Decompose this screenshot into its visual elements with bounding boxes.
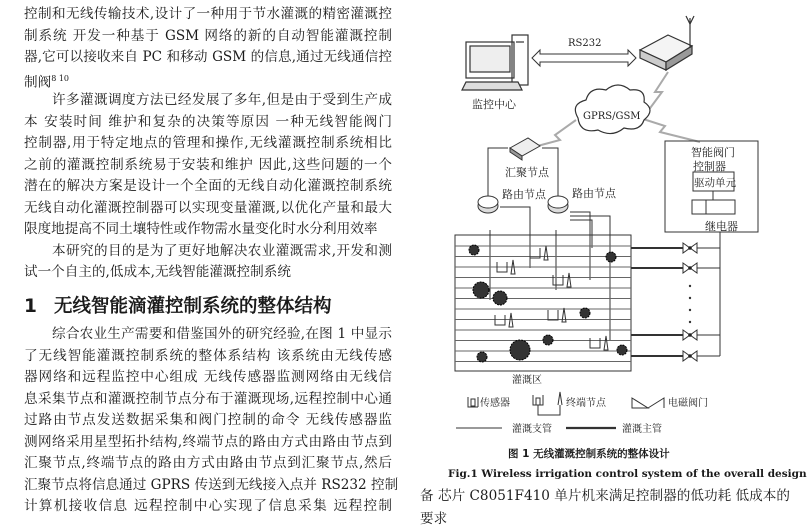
text-line: 计算机接收信息 远程控制中心实现了信息采集 远程控制 — [24, 498, 392, 514]
text-line-content: 无线自动化灌溉控制器可以实现变量灌溉,以优化产量和最大 — [24, 200, 392, 216]
drive-unit-label: 驱动单元 — [694, 177, 736, 189]
plant-icon — [469, 245, 479, 255]
text-line-content: 器,它可以接收来自 PC 和移动 GSM 的信息,通过无线通信控 — [24, 49, 392, 65]
terminal-node-icon — [530, 246, 548, 260]
cloud-label: GPRS/GSM — [583, 111, 641, 122]
text-line: 过路由节点发送数据采集和阀门控制的命令 无线传感器监 — [24, 412, 392, 428]
citation: 8 10 — [51, 74, 69, 83]
text-line-content: 限度地提高不同土壤特性或作物需水量变化时水分利用效率 — [24, 221, 378, 237]
computer-icon — [462, 35, 528, 90]
ellipsis-dots — [689, 285, 691, 323]
sink-node-label: 汇聚节点 — [505, 166, 549, 179]
text-line: 备 芯片 C8051F410 单片机来满足控制器的低功耗 低成本的 — [420, 488, 790, 504]
text-line-content: 本研究的目的是为了更好地解决农业灌溉需求,开发和测 — [52, 243, 392, 259]
plant-icon — [580, 308, 590, 318]
router-node-label-1: 路由节点 — [502, 188, 546, 201]
legend-terminal-node-icon — [533, 392, 562, 415]
text-line-content: 潜在的解决方案是设计一个全面的无线自动化灌溉控制系统 — [24, 178, 392, 194]
router-node-icon — [548, 196, 568, 213]
valve-controller-label-1: 智能阀门 — [691, 146, 735, 159]
cloud-icon — [575, 85, 650, 134]
figure-caption-en: Fig.1 Wireless irrigation control system of the overall design — [448, 468, 807, 480]
legend-terminal-node: 终端节点 — [566, 398, 606, 409]
router-node-icon — [478, 196, 498, 213]
relay-label: 继电器 — [705, 220, 738, 233]
figure-caption-cn: 图 1 无线灌溉控制系统的整体设计 — [508, 448, 670, 460]
legend-sensor: 传感器 — [480, 398, 510, 409]
sink-node-icon — [510, 138, 540, 160]
text-line: 要求 — [420, 511, 448, 527]
plant-icon — [493, 291, 507, 305]
section-title: 无线智能滴灌控制系统的整体结构 — [54, 296, 332, 317]
legend-solenoid-valve: 电磁阀门 — [668, 398, 708, 409]
text-line-content: 许多灌溉调度方法已经发展了多年,但是由于受到生产成 — [52, 92, 392, 108]
legend-main-pipe: 灌溉主管 — [622, 424, 662, 435]
plant-icon — [606, 252, 616, 262]
plant-icon — [617, 345, 627, 355]
router-node-label-2: 路由节点 — [572, 187, 616, 200]
text-line: 了无线智能灌溉控制系统的整体系结构 该系统由无线传感 — [24, 348, 392, 364]
text-line-content: 制阀 — [24, 74, 52, 91]
text-line: 汇聚节点,终端节点的路由方式由路由节点到汇聚节点,然后 — [24, 455, 392, 471]
plant-icon — [543, 335, 553, 345]
monitor-center-label: 监控中心 — [472, 98, 516, 111]
section-number: 1 — [24, 296, 37, 317]
text-line-content: 控制和无线传输技术,设计了一种用于节水灌溉的精密灌溉控 — [24, 6, 392, 22]
text-line-content: 之前的灌溉控制系统易于安装和维护 因此,这些问题的一个 — [24, 157, 392, 173]
rs232-arrow — [532, 50, 636, 66]
plant-icon — [510, 340, 530, 360]
terminal-node-icon — [590, 336, 608, 350]
valve-controller-label-2: 控制器 — [693, 160, 726, 173]
legend-sensor-icon — [468, 397, 478, 407]
text-line: 综合农业生产需要和借鉴国外的研究经验,在图 1 中显示 — [52, 326, 392, 342]
relay-icon — [692, 200, 735, 214]
legend-branch-pipe: 灌溉支管 — [512, 424, 552, 435]
wireless-modem-icon — [640, 16, 694, 70]
text-line: 测网络采用星型拓扑结构,终端节点的路由方式由路由节点到 — [24, 434, 392, 450]
legend-valve-icon — [632, 398, 664, 408]
text-line-content: 试一个自主的,低成本,无线智能灌溉控制系统 — [24, 264, 291, 280]
plant-icon — [477, 352, 487, 362]
plant-icon — [473, 282, 489, 298]
text-line: 器网络和远程监控中心组成 无线传感器监测网络由无线信 — [24, 369, 392, 385]
rs232-label: RS232 — [568, 38, 602, 49]
irrigation-area-label: 灌溉区 — [512, 375, 542, 386]
text-line-content: 本 安装时间 维护和复杂的决策等原因 一种无线智能阀门 — [24, 114, 392, 130]
text-line-content: 制系统 开发一种基于 GSM 网络的新的自动智能灌溉控制 — [24, 28, 392, 44]
text-line: 息采集节点和灌溉控制节点分布于灌溉现场,远程控制中心通 — [24, 391, 392, 407]
text-line-content: 控制器,用于特定地点的管理和操作,无线灌溉控制系统相比 — [24, 135, 392, 151]
text-line: 汇聚节点将信息通过 GPRS 传送到无线接入点并 RS232 控制 — [24, 477, 399, 493]
